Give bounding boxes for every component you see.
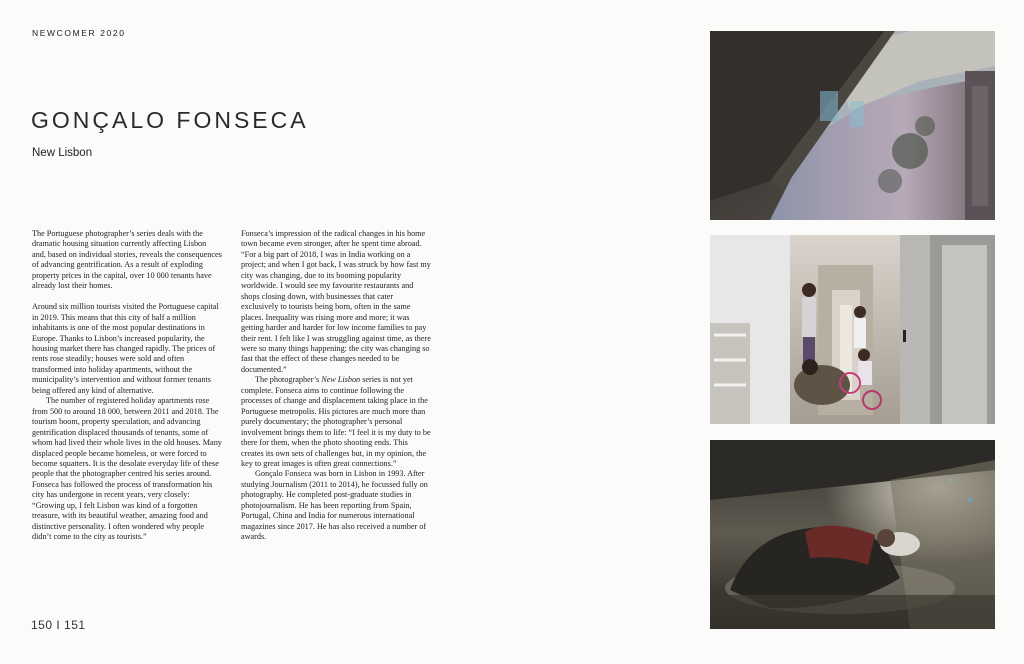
photo-staircase bbox=[710, 31, 995, 220]
paragraph bbox=[241, 375, 431, 469]
series-title: New Lisbon bbox=[321, 375, 361, 385]
photo-sleeping-street bbox=[710, 440, 995, 629]
paragraph: Around six million tourists visited the Portuguese capital in 2019. This means that this city of half a million inhabitants is one of the most popular destinations in Europe. Thanks to Lisbon’s increased popularity, the housing market there has changed rapidly. The prices of rents rose steadily; houses were sold and often transformed into holiday apartments, without the municipality’s intervention and without former tenants being offered any kind of alternative. bbox=[32, 302, 219, 395]
section-label: NEWCOMER 2020 bbox=[32, 28, 126, 38]
paragraph-text: series is not yet complete. Fonseca aims to continue following the processes of change and displacement taking place in the Portuguese metropolis. His pictures are much more than purely documentary; the photographer’s personal involvement brings them to life: “I feel it is my duty to be there for them, when the photo shooting ends. This creates its own sets of challenges but, in my opinion, the key to great images is often great connections.” bbox=[241, 375, 431, 468]
paragraph: The Portuguese photographer’s series deals with the dramatic housing situation currently affecting Lisbon and, based on individual stories, reveals the consequences of advancing gentrification. As a result of exploding property prices in the capital, over 10 000 tenants have already lost their homes. bbox=[32, 229, 222, 291]
paragraph-text: The photographer’s bbox=[255, 375, 322, 385]
photo-corridor bbox=[710, 235, 995, 424]
text-column-right bbox=[241, 229, 431, 543]
article-title: GONÇALO FONSECA bbox=[31, 107, 309, 133]
paragraph: Gonçalo Fonseca was born in Lisbon in 1993. After studying Journalism (2011 to 2014), he focussed fully on photography. He completed post-graduate studies in photojournalism. He has been reporting from Spain, Portugal, China and India for numerous international magazines since 2017. He has also received a number of awards. bbox=[241, 469, 428, 542]
page-numbers: 150 I 151 bbox=[31, 618, 86, 632]
paragraph: The number of registered holiday apartments rose from 500 to around 18 000, between 2011 and 2018. The tourism boom, property speculation, and advancing gentrification displaced thousands of tenants, some of whom had lived their whole lives in the old houses. Many displaced people became homeless, or were forced to become squatters. It is the desolate everyday life of these people that the photographer centred his series around. Fonseca has followed the process of transformation his city has undergone in recent years, very closely: “Growing up, I felt Lisbon was kind of a forgotten treasure, with its beautiful weather, amazing food and distinctive personality. I often wondered why people didn’t come to the city as tourists.” bbox=[32, 396, 222, 542]
paragraph: Fonseca’s impression of the radical changes in his home town became even stronger, after he spent time abroad. “For a big part of 2018, I was in India working on a project; and when I got back, I was struck by how fast my city was changing, due to its booming popularity worldwide. I would see my favourite restaurants and shops closing down, with businesses that cater exclusively to tourists being born, often in the same places. Inequality was rising more and more; it was getting harder and harder for low income families to pay their rent. I felt like I was struggling against time, as there were so many things happening: the city was changing so fast that the effect of these changes needed to be documented.” bbox=[241, 229, 431, 374]
article-subtitle: New Lisbon bbox=[32, 147, 93, 159]
text-column-left bbox=[32, 229, 222, 543]
